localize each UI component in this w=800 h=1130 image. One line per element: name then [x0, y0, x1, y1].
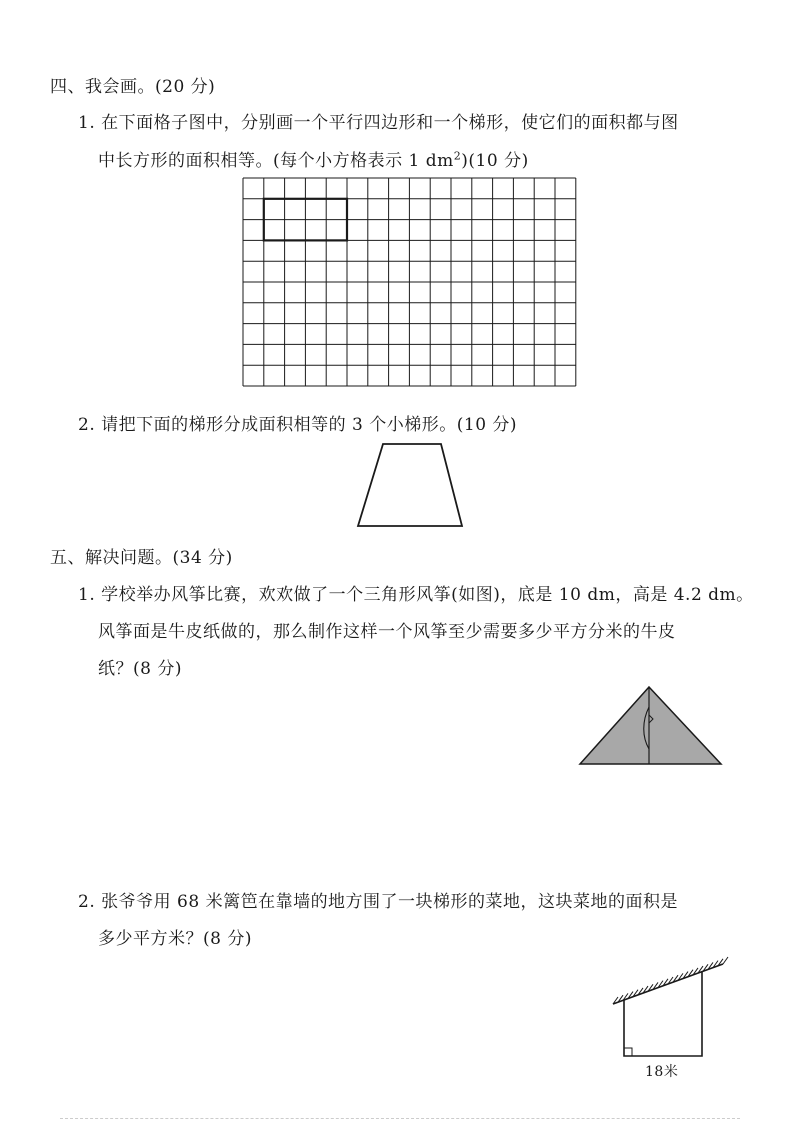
question-4-2: 2. 请把下面的梯形分成面积相等的 3 个小梯形。(10 分) — [78, 415, 518, 435]
question-4-1-line-2-suffix: )(10 分) — [461, 151, 529, 171]
garden-bottom-length-label: 18米 — [645, 1064, 679, 1080]
question-4-1-line-1: 1. 在下面格子图中，分别画一个平行四边形和一个梯形，使它们的面积都与图 — [78, 113, 679, 133]
drawing-grid[interactable] — [243, 178, 578, 388]
question-5-2-line-2: 多少平方米？(8 分) — [98, 929, 252, 949]
question-5-1-line-1: 1. 学校举办风筝比赛，欢欢做了一个三角形风筝(如图)，底是 10 dm，高是 4.2 dm。 — [78, 585, 754, 605]
question-5-1-line-3: 纸？(8 分) — [98, 659, 182, 679]
trapezoid-shape — [358, 444, 462, 526]
section-5-heading: 五、解决问题。(34 分) — [50, 548, 233, 568]
hatch-mark — [723, 957, 728, 964]
section-4-heading: 四、我会画。(20 分) — [50, 77, 216, 97]
kite-figure — [578, 685, 724, 767]
question-5-1-line-2: 风筝面是牛皮纸做的，那么制作这样一个风筝至少需要多少平方分米的牛皮 — [98, 622, 676, 642]
question-5-2-line-1: 2. 张爷爷用 68 米篱笆在靠墙的地方围了一块梯形的菜地，这块菜地的面积是 — [78, 892, 679, 912]
kite-triangle — [580, 687, 721, 764]
trapezoid-figure — [355, 440, 467, 530]
question-4-1-line-2-prefix: 中长方形的面积相等。(每个小方格表示 1 dm — [98, 151, 454, 171]
right-angle-mark — [624, 1048, 632, 1056]
page-bottom-rule — [60, 1118, 740, 1119]
unit-superscript: 2 — [453, 149, 462, 163]
question-4-1-line-2 — [98, 146, 529, 171]
garden-fence — [624, 972, 702, 1056]
